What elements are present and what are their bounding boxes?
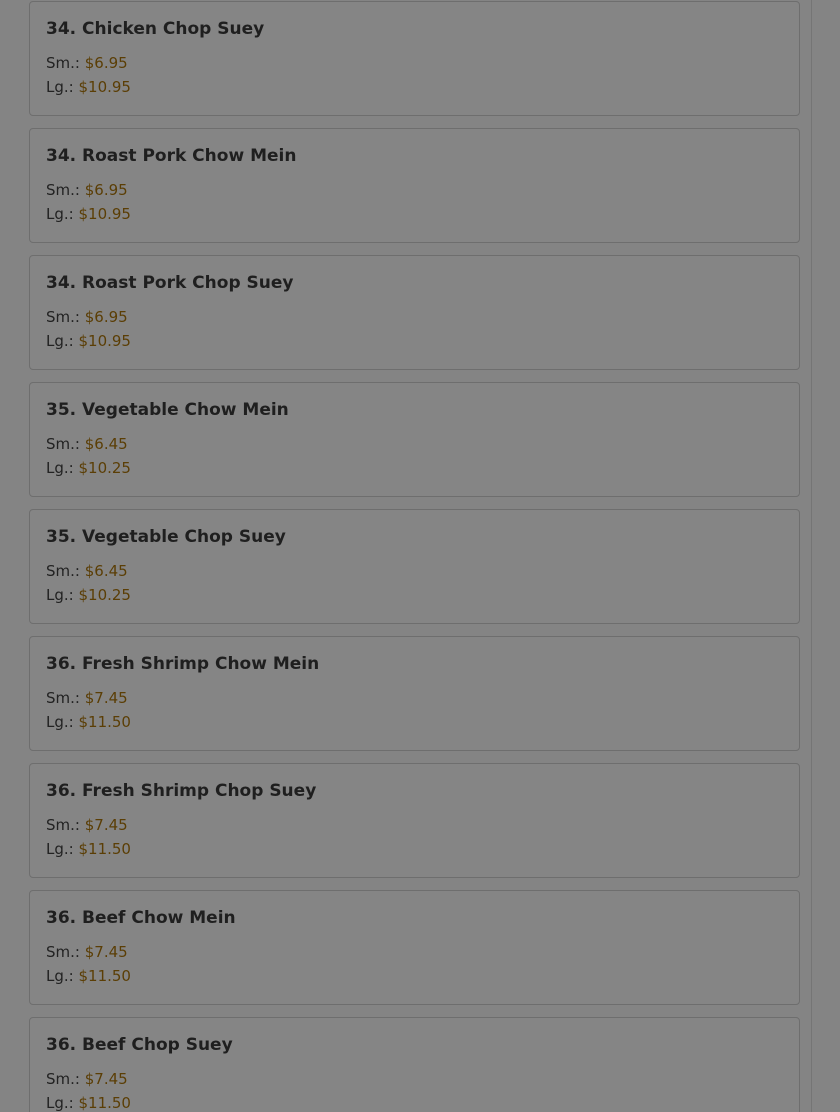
small-price-row: [46, 51, 783, 75]
small-price-row: [46, 305, 783, 329]
large-price-label: Lg.:: [46, 586, 74, 604]
large-price-value: $10.25: [78, 586, 131, 604]
scroll-rail: [811, 0, 812, 1112]
menu-item-card[interactable]: [29, 509, 800, 624]
large-price-value: $11.50: [78, 1094, 131, 1112]
menu-item-card[interactable]: [29, 763, 800, 878]
large-price-value: $11.50: [78, 713, 131, 731]
menu-item-name: 36. Fresh Shrimp Chow Mein: [46, 654, 320, 674]
small-price-value: $6.95: [84, 54, 128, 72]
menu-item-name: 36. Fresh Shrimp Chop Suey: [46, 781, 317, 801]
menu-item-card[interactable]: [29, 1017, 800, 1112]
small-price-value: $6.95: [84, 181, 128, 199]
price-block: [46, 686, 783, 734]
small-price-row: [46, 813, 783, 837]
small-price-label: Sm.:: [46, 689, 80, 707]
large-price-row: [46, 202, 783, 226]
small-price-label: Sm.:: [46, 308, 80, 326]
small-price-value: $7.45: [84, 943, 128, 961]
large-price-row: [46, 583, 783, 607]
price-block: [46, 51, 783, 99]
menu-item-card[interactable]: [29, 636, 800, 751]
menu-item-name: 35. Vegetable Chow Mein: [46, 400, 289, 420]
large-price-row: [46, 329, 783, 353]
large-price-value: $10.95: [78, 332, 131, 350]
large-price-label: Lg.:: [46, 713, 74, 731]
small-price-label: Sm.:: [46, 181, 80, 199]
price-block: [46, 1067, 783, 1112]
large-price-row: [46, 710, 783, 734]
price-block: [46, 178, 783, 226]
menu-item-card[interactable]: [29, 890, 800, 1005]
price-block: [46, 559, 783, 607]
large-price-row: [46, 837, 783, 861]
small-price-label: Sm.:: [46, 435, 80, 453]
small-price-row: [46, 686, 783, 710]
price-block: [46, 813, 783, 861]
menu-item-name: 34. Roast Pork Chop Suey: [46, 273, 294, 293]
small-price-row: [46, 940, 783, 964]
large-price-value: $10.95: [78, 78, 131, 96]
large-price-label: Lg.:: [46, 459, 74, 477]
small-price-value: $6.45: [84, 435, 128, 453]
large-price-row: [46, 964, 783, 988]
small-price-row: [46, 178, 783, 202]
menu-item-card[interactable]: [29, 128, 800, 243]
large-price-value: $10.95: [78, 205, 131, 223]
large-price-label: Lg.:: [46, 1094, 74, 1112]
small-price-row: [46, 432, 783, 456]
menu-item-card[interactable]: [29, 255, 800, 370]
large-price-value: $11.50: [78, 840, 131, 858]
small-price-value: $6.45: [84, 562, 128, 580]
large-price-label: Lg.:: [46, 840, 74, 858]
large-price-label: Lg.:: [46, 78, 74, 96]
small-price-value: $7.45: [84, 816, 128, 834]
menu-item-card[interactable]: [29, 1, 800, 116]
small-price-row: [46, 1067, 783, 1091]
menu-item-list: [29, 1, 800, 1112]
large-price-row: [46, 456, 783, 480]
price-block: [46, 432, 783, 480]
small-price-label: Sm.:: [46, 816, 80, 834]
menu-item-name: 35. Vegetable Chop Suey: [46, 527, 286, 547]
large-price-label: Lg.:: [46, 967, 74, 985]
menu-item-name: 34. Chicken Chop Suey: [46, 19, 265, 39]
small-price-label: Sm.:: [46, 943, 80, 961]
large-price-value: $11.50: [78, 967, 131, 985]
large-price-label: Lg.:: [46, 332, 74, 350]
menu-item-name: 36. Beef Chop Suey: [46, 1035, 233, 1055]
menu-item-card[interactable]: [29, 382, 800, 497]
price-block: [46, 305, 783, 353]
menu-item-name: 34. Roast Pork Chow Mein: [46, 146, 297, 166]
price-block: [46, 940, 783, 988]
menu-item-name: 36. Beef Chow Mein: [46, 908, 236, 928]
large-price-row: [46, 75, 783, 99]
small-price-label: Sm.:: [46, 1070, 80, 1088]
small-price-row: [46, 559, 783, 583]
small-price-value: $7.45: [84, 1070, 128, 1088]
large-price-row: [46, 1091, 783, 1112]
small-price-value: $6.95: [84, 308, 128, 326]
large-price-label: Lg.:: [46, 205, 74, 223]
small-price-label: Sm.:: [46, 54, 80, 72]
large-price-value: $10.25: [78, 459, 131, 477]
small-price-value: $7.45: [84, 689, 128, 707]
small-price-label: Sm.:: [46, 562, 80, 580]
